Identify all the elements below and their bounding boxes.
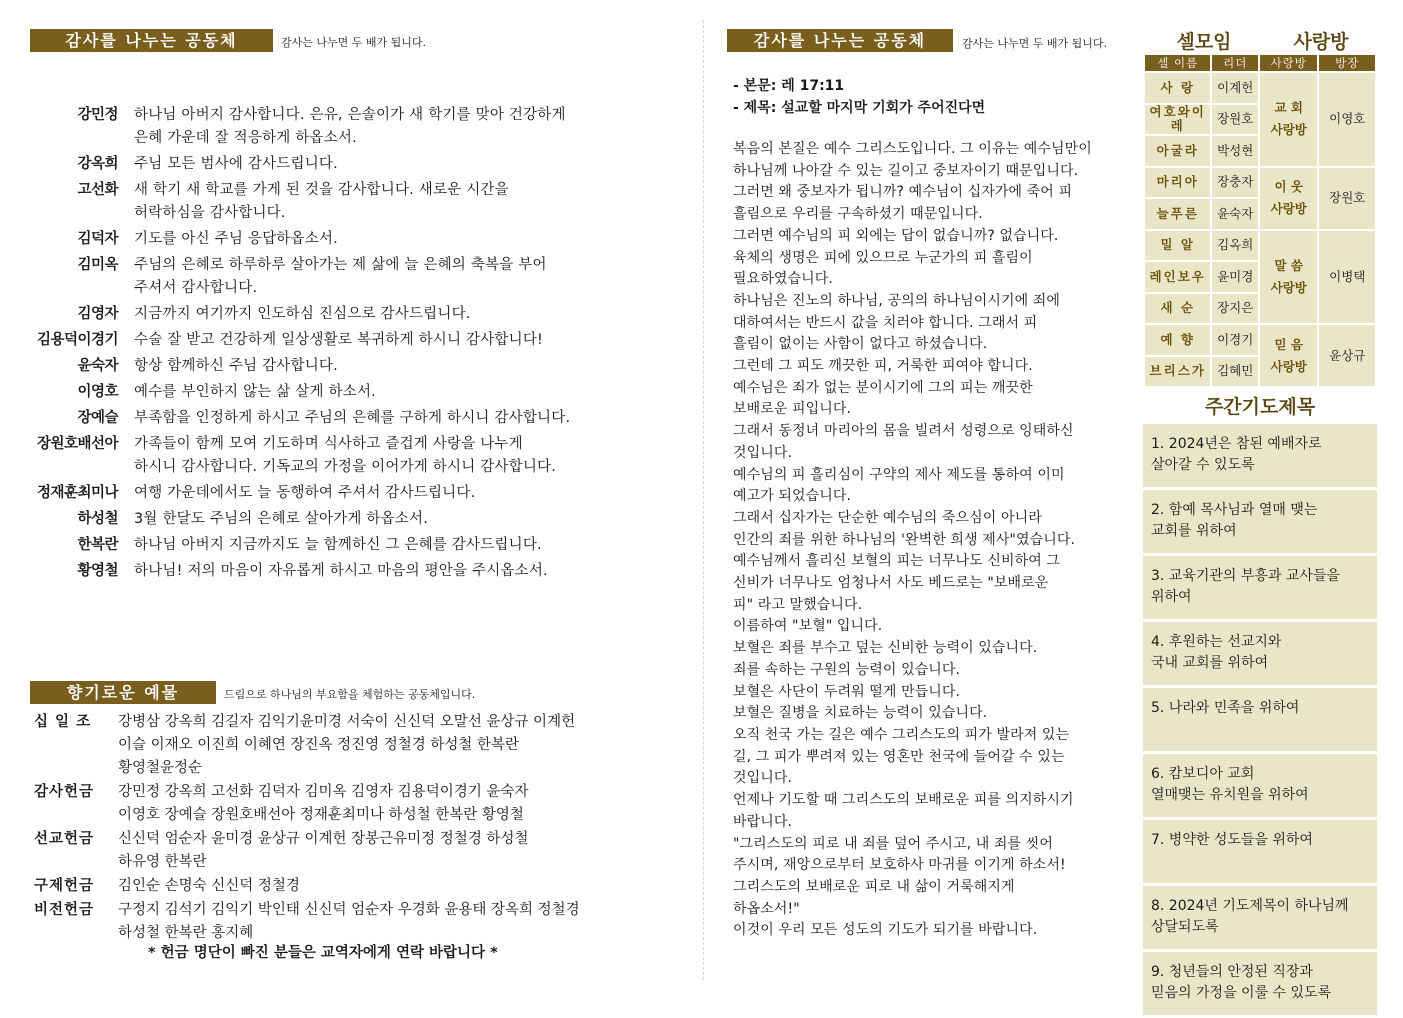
offering-row xyxy=(34,899,694,945)
cell-leader: 윤숙자 xyxy=(1211,198,1259,230)
room-chief: 이영호 xyxy=(1318,72,1376,167)
cell-name: 밀 알 xyxy=(1144,230,1211,262)
offering-list xyxy=(34,711,694,946)
cell-name: 여호와이레 xyxy=(1144,104,1211,136)
thanks-text: 지금까지 여기까지 인도하심 진심으로 감사드립니다. xyxy=(134,306,471,322)
cell-name: 새 순 xyxy=(1144,293,1211,325)
sermon-scripture: - 본문: 레 17:11 xyxy=(733,78,845,94)
offering-label: 비전헌금 xyxy=(34,902,95,918)
thanks-row xyxy=(34,508,684,531)
page-divider xyxy=(703,20,704,980)
thanks-text: 주님 모든 범사에 감사드립니다. xyxy=(134,156,338,172)
thanks-name: 김미옥 xyxy=(77,257,118,273)
offering-names: 신신덕 엄순자 윤미경 윤상규 이계헌 장봉근유미정 정철경 하성철 하유영 한복란 xyxy=(118,831,529,870)
thanks-text: 3월 한달도 주님의 은혜로 살아가게 하옵소서. xyxy=(134,511,429,527)
thanks-text: 기도를 아신 주님 응답하옵소서. xyxy=(134,231,338,247)
thanks-row xyxy=(34,482,684,505)
thanks-text: 하나님! 저의 마음이 자유롭게 하시고 마음의 평안을 주시옵소서. xyxy=(134,563,548,579)
cell-leader: 장지은 xyxy=(1211,293,1259,325)
thanks-text: 주님의 은혜로 하루하루 살아가는 제 삶에 늘 은혜의 축복을 부어 주셔서 감사합니다. xyxy=(134,257,547,296)
offering-names: 구정지 김석기 김익기 박인태 신신덕 엄순자 우경화 윤용태 장옥희 정철경 하성철 한복란 홍지혜 xyxy=(118,902,580,941)
cell-leader: 김혜민 xyxy=(1211,356,1259,388)
offering-section-subtitle: 드림으로 하나님의 부요함을 체험하는 공동체입니다. xyxy=(224,688,476,701)
cell-name: 마리아 xyxy=(1144,167,1211,199)
offering-row xyxy=(34,875,694,898)
prayer-item: 7. 병약한 성도들을 위하여 xyxy=(1143,820,1377,883)
cell-name: 늘푸른 xyxy=(1144,198,1211,230)
sermon-section-title: 감사를 나누는 공동체 xyxy=(727,29,953,52)
thanks-name: 한복란 xyxy=(77,537,118,553)
prayer-item: 6. 캄보디아 교회 열매맺는 유치원을 위하여 xyxy=(1143,754,1377,817)
sermon-section-subtitle: 감사는 나누면 두 배가 됩니다. xyxy=(962,37,1107,50)
room-chief: 장원호 xyxy=(1318,167,1376,230)
cell-group-title: 셀모임 xyxy=(1176,31,1232,53)
thanks-row xyxy=(34,329,684,352)
thanks-name: 장원호배선아 xyxy=(36,436,118,452)
cell-name: 브리스가 xyxy=(1144,356,1211,388)
sermon-meta xyxy=(733,75,1133,119)
thanks-text: 여행 가운데에서도 늘 동행하여 주셔서 감사드립니다. xyxy=(134,485,476,501)
thanks-text: 항상 함께하신 주님 감사합니다. xyxy=(134,358,338,374)
cell-leader: 박성현 xyxy=(1211,135,1259,167)
thanks-name: 황영철 xyxy=(77,563,118,579)
prayer-item: 8. 2024년 기도제목이 하나님께 상달되도록 xyxy=(1143,886,1377,949)
room-name: 믿 음 사랑방 xyxy=(1259,324,1318,387)
thanks-row xyxy=(34,104,684,150)
prayer-title: 주간기도제목 xyxy=(1204,396,1316,418)
thanks-text: 수술 잘 받고 건강하게 일상생활로 복귀하게 하시니 감사합니다! xyxy=(134,332,544,348)
room-chief: 윤상규 xyxy=(1318,324,1376,387)
sermon-title: - 제목: 설교할 마지막 기회가 주어진다면 xyxy=(733,100,986,116)
header-room: 사랑방 xyxy=(1259,54,1318,72)
room-name: 교 회 사랑방 xyxy=(1259,72,1318,167)
thanks-row xyxy=(34,355,684,378)
cell-table xyxy=(1143,53,1377,388)
thanks-name: 이영호 xyxy=(77,384,118,400)
header-cell-name: 셀 이름 xyxy=(1144,54,1211,72)
thanks-name: 고선화 xyxy=(77,182,118,198)
thanks-name: 김덕자 xyxy=(77,231,118,247)
room-chief: 이병택 xyxy=(1318,230,1376,325)
cell-row xyxy=(1144,324,1376,356)
offering-names: 강민정 강옥희 고선화 김덕자 김미옥 김영자 김용덕이경기 윤숙자 이영호 장예슬 장원호배선아 정재훈최미나 하성철 한복란 황영철 xyxy=(118,784,529,823)
thanks-row xyxy=(34,560,684,583)
offering-row xyxy=(34,828,694,874)
offering-label: 구제헌금 xyxy=(34,878,95,894)
offering-section-title: 향기로운 예물 xyxy=(30,681,216,704)
thanks-row xyxy=(34,228,684,251)
thanks-text: 하나님 아버지 지금까지도 늘 함께하신 그 은혜를 감사드립니다. xyxy=(134,537,542,553)
thanks-text: 하나님 아버지 감사합니다. 은유, 은솔이가 새 학기를 맞아 건강하게 은혜 가운데 잘 적응하게 하옵소서. xyxy=(134,107,566,146)
offering-label: 십 일 조 xyxy=(34,714,92,730)
prayer-item: 3. 교육기관의 부흥과 교사들을 위하여 xyxy=(1143,556,1377,619)
offering-label: 선교헌금 xyxy=(34,831,95,847)
thanks-name: 김영자 xyxy=(77,306,118,322)
room-group-title: 사랑방 xyxy=(1293,31,1349,53)
thanks-name: 강민정 xyxy=(77,107,118,123)
cell-name: 예 향 xyxy=(1144,324,1211,356)
offering-notice: * 헌금 명단이 빠진 분들은 교역자에게 연락 바랍니다 * xyxy=(148,945,498,961)
thanks-name: 윤숙자 xyxy=(77,358,118,374)
prayer-item: 1. 2024년은 참된 예배자로 살아갈 수 있도록 xyxy=(1143,424,1377,487)
sermon-body: 복음의 본질은 예수 그리스도입니다. 그 이유는 예수님만이 하나님께 나아갈 수 있는 길이고 중보자이기 때문입니다. 그러면 왜 중보자가 됩니까? 예수님이 십자가에 죽어 피 흘림으로 우리를 구속하셨기 때문입니다. 그러면 예수님의 피 외에는 답이 없습니까? 없습니다. 육체의 생명은 피에 있으므로 누군가의 피 흘림이 필요하였습니다. 하나님은 진노의 하나님, 공의의 하나님이시기에 죄에 대하여서는 반드시 값을 치러야 합니다. 그래서 피 흘림이 없이는 사함이 없다고 하셨습니다. 그런데 그 피도 깨끗한 피, 거룩한 피여야 합니다. 예수님은 죄가 없는 분이시기에 그의 피는 깨끗한 보배로운 피입니다. 그래서 동정녀 마리아의 몸을 빌려서 성령으로 잉태하신 것입니다. 예수님의 피 흘리심이 구약의 제사 제도를 통하여 이미 예고가 되었습니다. 그래서 십자가는 단순한 예수님의 죽으심이 아니라 인간의 죄를 위한 하나님의 '완벽한 희생 제사"였습니다. 예수님께서 흘리신 보혈의 피는 너무나도 신비하여 그 신비가 너무나도 엄청나서 사도 베드로는 "보배로운 피" 라고 말했습니다. 이름하여 "보혈" 입니다. 보혈은 죄를 부수고 덮는 신비한 능력이 있습니다. 죄를 속하는 구원의 능력이 있습니다. 보혈은 사단이 두려워 떨게 만듭니다. 보혈은 질병을 치료하는 능력이 있습니다. 오직 천국 가는 길은 예수 그리스도의 피가 발라져 있는 길, 그 피가 뿌려져 있는 영혼만 천국에 들어갈 수 있는 것입니다. 언제나 기도할 때 그리스도의 보배로운 피를 의지하시기 바랍니다. "그리스도의 피로 내 죄를 덮어 주시고, 내 죄를 씻어 주시며, 재앙으로부터 보호하사 마귀를 이기게 하소서! 그리스도의 보배로운 피로 내 삶이 거룩해지게 하옵소서!" 이것이 우리 모든 성도의 기도가 되기를 바랍니다. xyxy=(733,141,1092,939)
header-leader: 리더 xyxy=(1211,54,1259,72)
thanks-text: 새 학기 새 학교를 가게 된 것을 감사합니다. 새로운 시간을 허락하심을 감사합니다. xyxy=(134,182,509,221)
prayer-list xyxy=(1143,424,1377,1018)
offering-row xyxy=(34,781,694,827)
thanks-row xyxy=(34,153,684,176)
thanks-text: 예수를 부인하지 않는 삶 살게 하소서. xyxy=(134,384,376,400)
offering-names: 강병삼 강옥희 김길자 김익기윤미경 서숙이 신신덕 오말선 윤상규 이계헌 이슬 이재오 이진희 이혜연 장진옥 정진영 정철경 하성철 한복란 황영철윤정순 xyxy=(118,714,576,776)
cell-leader: 김옥희 xyxy=(1211,230,1259,262)
header-chief: 방장 xyxy=(1318,54,1376,72)
prayer-item: 4. 후원하는 선교지와 국내 교회를 위하여 xyxy=(1143,622,1377,685)
cell-row xyxy=(1144,230,1376,262)
thanks-row xyxy=(34,179,684,225)
thanks-row xyxy=(34,433,684,479)
thanks-name: 강옥희 xyxy=(77,156,118,172)
cell-leader: 장충자 xyxy=(1211,167,1259,199)
thanks-name: 김용덕이경기 xyxy=(36,332,118,348)
thanks-row xyxy=(34,254,684,300)
thanks-row xyxy=(34,303,684,326)
cell-name: 레인보우 xyxy=(1144,261,1211,293)
thanks-name: 정재훈최미나 xyxy=(36,485,118,501)
offering-row xyxy=(34,711,694,780)
prayer-item: 9. 청년들의 안정된 직장과 믿음의 가정을 이룰 수 있도록 xyxy=(1143,952,1377,1015)
cell-row xyxy=(1144,167,1376,199)
thanks-name: 하성철 xyxy=(77,511,118,527)
offering-names: 김인순 손명숙 신신덕 정철경 xyxy=(118,878,300,894)
thanks-name: 장예슬 xyxy=(77,410,118,426)
thanks-row xyxy=(34,381,684,404)
prayer-item: 5. 나라와 민족을 위하여 xyxy=(1143,688,1377,751)
offering-label: 감사헌금 xyxy=(34,784,95,800)
prayer-item: 2. 함예 목사님과 열매 맺는 교회를 위하여 xyxy=(1143,490,1377,553)
room-name: 말 씀 사랑방 xyxy=(1259,230,1318,325)
cell-name: 아굴라 xyxy=(1144,135,1211,167)
cell-leader: 장원호 xyxy=(1211,104,1259,136)
thanks-list xyxy=(34,104,684,586)
thanks-section-title: 감사를 나누는 공동체 xyxy=(30,29,273,52)
thanks-section-subtitle: 감사는 나누면 두 배가 됩니다. xyxy=(281,36,426,49)
thanks-text: 부족함을 인정하게 하시고 주님의 은혜를 구하게 하시니 감사합니다. xyxy=(134,410,571,426)
cell-leader: 윤미경 xyxy=(1211,261,1259,293)
cell-name: 사 랑 xyxy=(1144,72,1211,104)
cell-row xyxy=(1144,72,1376,104)
cell-leader: 이계헌 xyxy=(1211,72,1259,104)
thanks-row xyxy=(34,407,684,430)
thanks-row xyxy=(34,534,684,557)
room-name: 이 웃 사랑방 xyxy=(1259,167,1318,230)
thanks-text: 가족들이 함께 모여 기도하며 식사하고 즐겁게 사랑을 나누게 하시니 감사합니다. 기독교의 가정을 이어가게 하시니 감사합니다. xyxy=(134,436,557,475)
cell-leader: 이경기 xyxy=(1211,324,1259,356)
